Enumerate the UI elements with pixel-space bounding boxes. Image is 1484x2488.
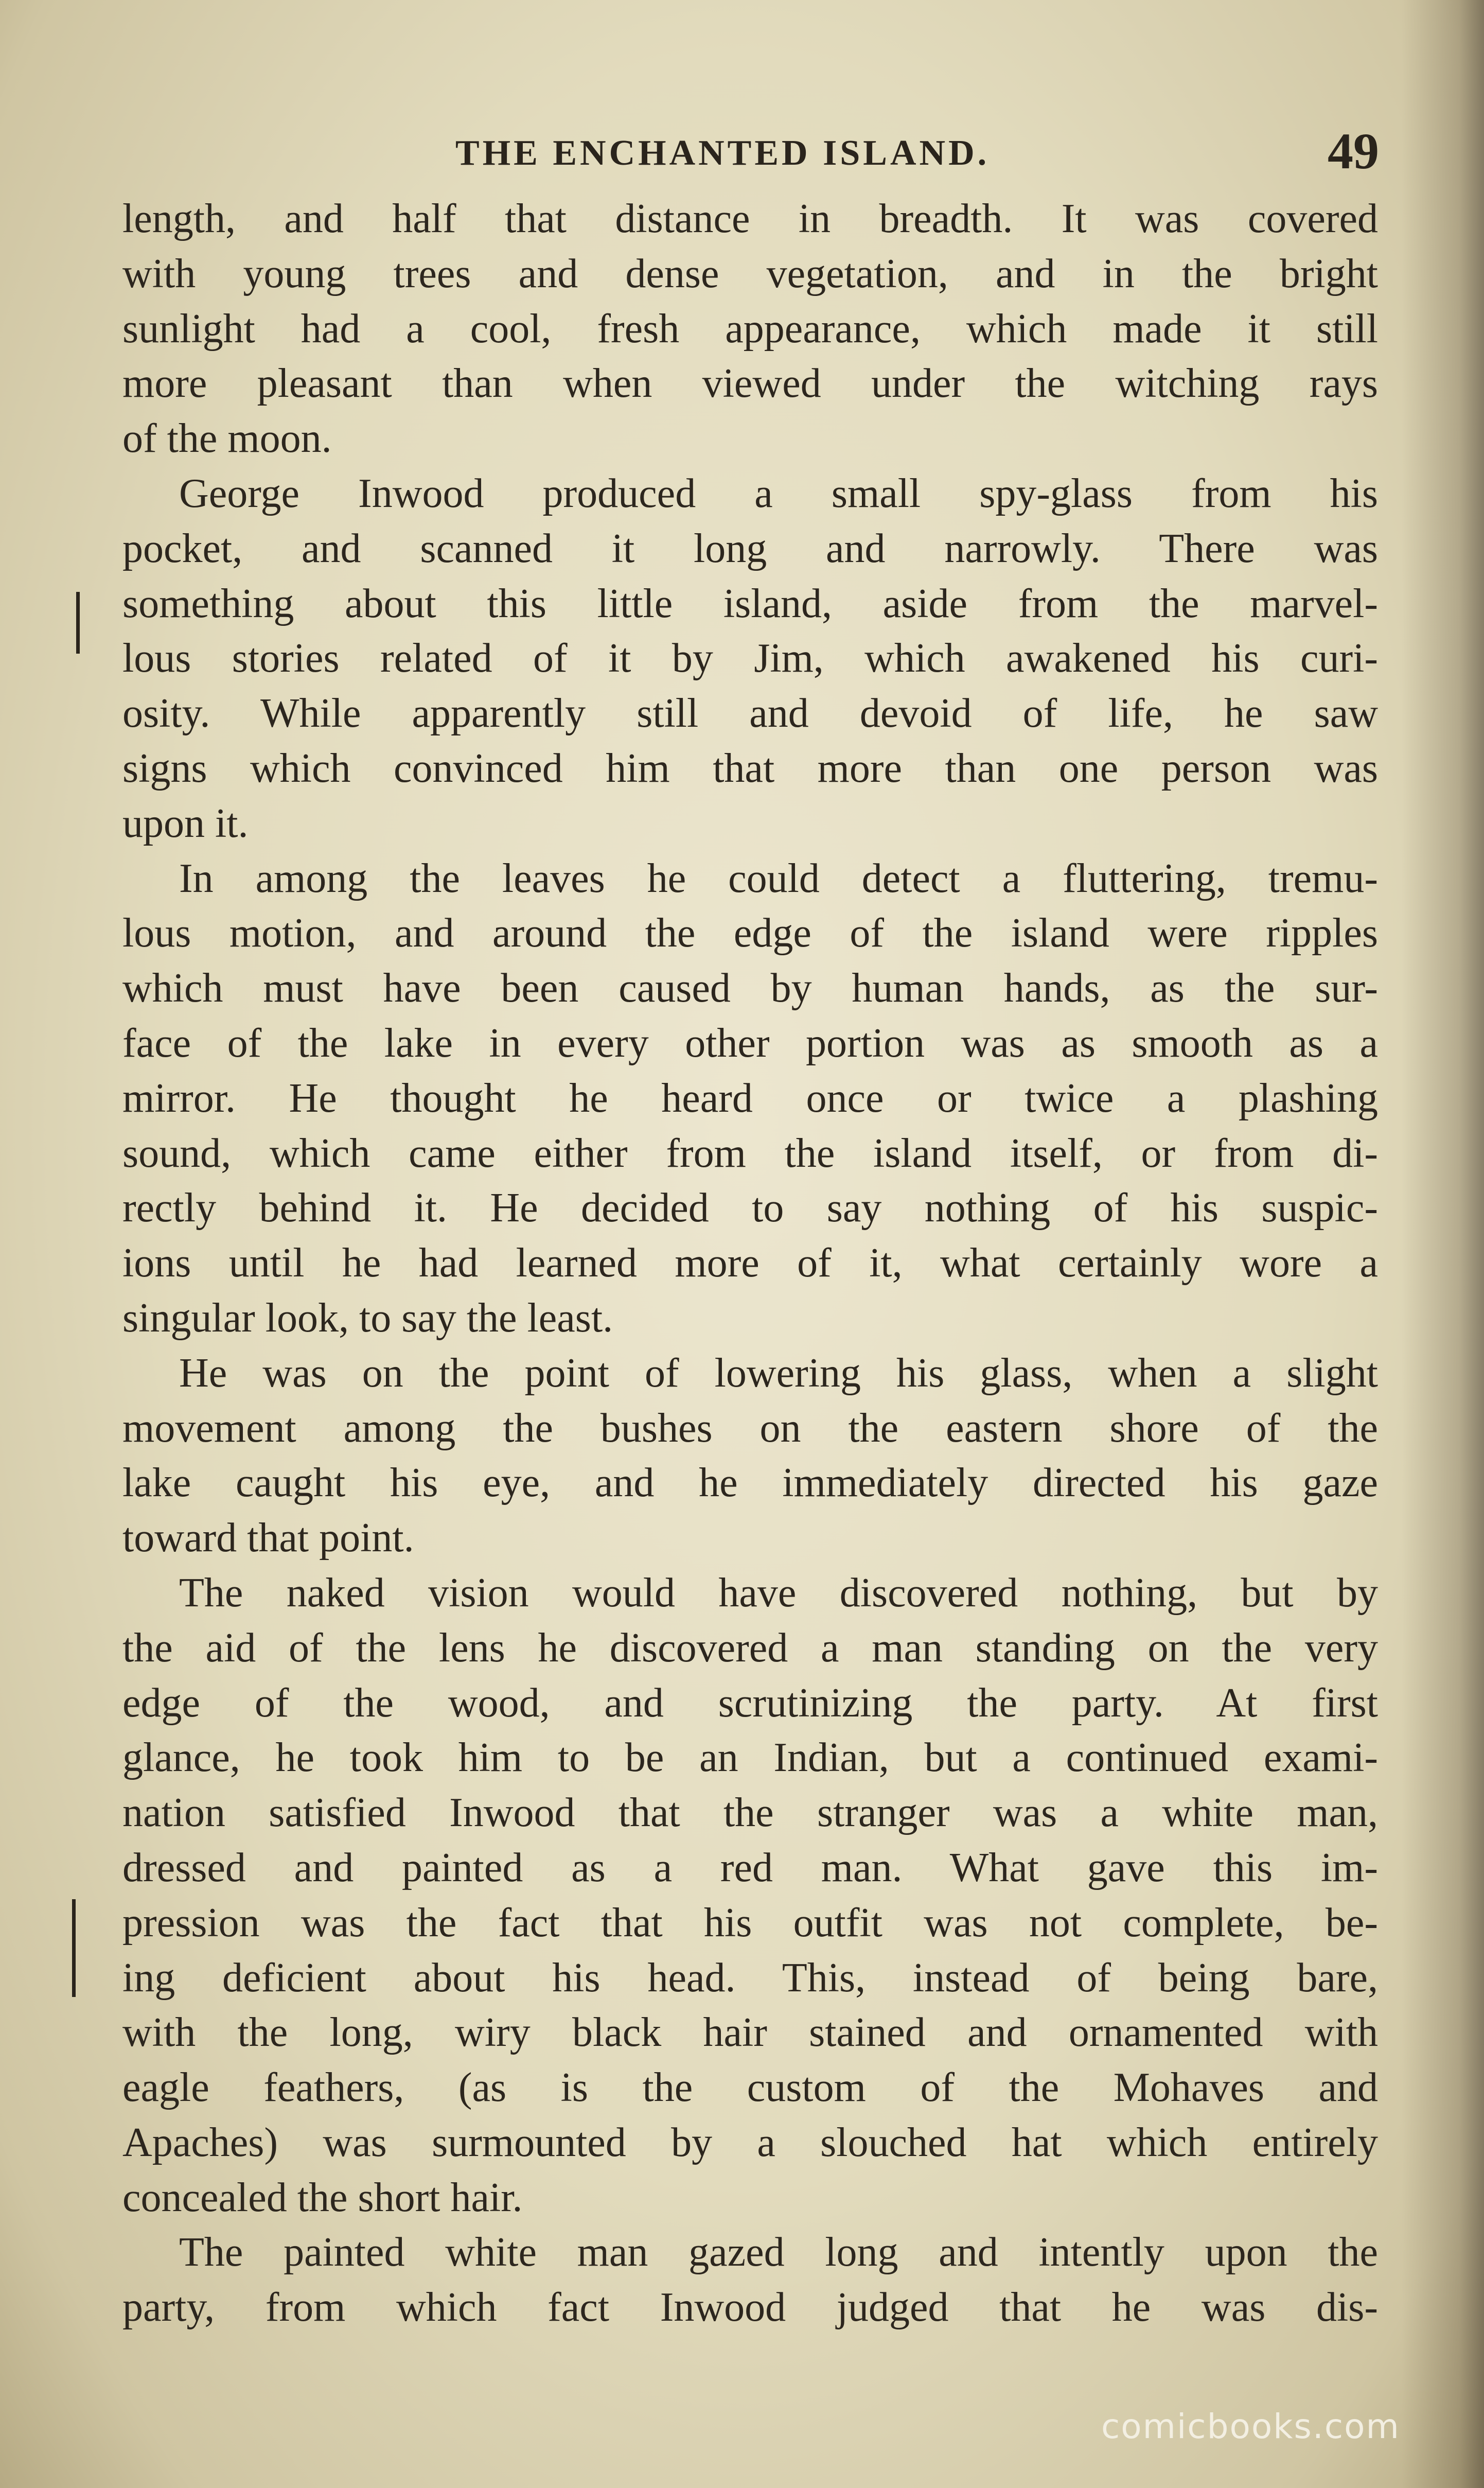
text-line: lake caught his eye, and he immediately directed his gaze <box>122 1460 1378 1506</box>
text-line: ing deficient about his head. This, instead of being bare, <box>122 1955 1378 2001</box>
text-line: mirror. He thought he heard once or twice a plashing <box>122 1075 1378 1121</box>
text-line: which must have been caused by human hands, as the sur- <box>122 966 1378 1011</box>
text-line: nation satisfied Inwood that the stranger was a white man, <box>122 1790 1378 1836</box>
text-line: singular look, to say the least. <box>122 1295 613 1341</box>
text-line: George Inwood produced a small spy-glass from his <box>179 470 1378 516</box>
body-text <box>122 191 1378 2335</box>
text-line: He was on the point of lowering his glass, when a slight <box>179 1350 1378 1396</box>
page-number: 49 <box>1328 122 1379 180</box>
text-line: dressed and painted as a red man. What gave this im- <box>122 1845 1378 1890</box>
text-line: In among the leaves he could detect a fluttering, tremu- <box>179 855 1378 901</box>
text-line: Apaches) was surmounted by a slouched hat which entirely <box>122 2119 1378 2165</box>
text-line: something about this little island, aside from the marvel- <box>122 581 1378 626</box>
text-line: ions until he had learned more of it, what certainly wore a <box>122 1240 1378 1286</box>
page-edge-shadow <box>1402 0 1484 2488</box>
text-line: eagle feathers, (as is the custom of the Mohaves and <box>122 2065 1378 2111</box>
text-line: party, from which fact Inwood judged that he was dis- <box>122 2285 1378 2331</box>
text-line: with young trees and dense vegetation, and in the bright <box>122 251 1378 296</box>
text-line: upon it. <box>122 800 249 846</box>
running-head: THE ENCHANTED ISLAND. <box>455 133 990 173</box>
text-line: glance, he took him to be an Indian, but a continued exami- <box>122 1735 1378 1781</box>
text-line: lous stories related of it by Jim, which awakened his curi- <box>122 636 1378 681</box>
text-line: concealed the short hair. <box>122 2175 523 2220</box>
text-line: sunlight had a cool, fresh appearance, which made it still <box>122 306 1378 352</box>
text-line: with the long, wiry black hair stained and ornamented with <box>122 2010 1378 2056</box>
text-line: of the moon. <box>122 416 332 462</box>
page-header <box>123 121 1379 178</box>
text-line: pression was the fact that his outfit was not complete, be- <box>122 1900 1378 1946</box>
text-line: toward that point. <box>122 1515 414 1561</box>
margin-pencil-mark <box>72 1899 76 1997</box>
text-line: rectly behind it. He decided to say nothing of his suspic- <box>122 1185 1378 1231</box>
text-line: length, and half that distance in breadth. It was covered <box>122 196 1378 241</box>
text-line: more pleasant than when viewed under the witching rays <box>122 361 1378 407</box>
text-line: sound, which came either from the island itself, or from di- <box>122 1130 1378 1176</box>
text-line: osity. While apparently still and devoid of life, he saw <box>122 691 1378 737</box>
margin-pencil-mark <box>76 592 80 654</box>
text-line: movement among the bushes on the eastern shore of the <box>122 1405 1378 1451</box>
text-line: The painted white man gazed long and intently upon the <box>179 2230 1378 2275</box>
text-line: The naked vision would have discovered nothing, but by <box>179 1570 1378 1616</box>
text-line: pocket, and scanned it long and narrowly. There was <box>122 525 1378 571</box>
text-line: the aid of the lens he discovered a man standing on the very <box>122 1625 1378 1671</box>
text-line: face of the lake in every other portion was as smooth as a <box>122 1020 1378 1066</box>
text-line: edge of the wood, and scrutinizing the party. At first <box>122 1680 1378 1726</box>
text-line: signs which convinced him that more than one person was <box>122 745 1378 791</box>
watermark: comicbooks.com <box>1101 2407 1400 2446</box>
text-line: lous motion, and around the edge of the island were ripples <box>122 910 1378 956</box>
